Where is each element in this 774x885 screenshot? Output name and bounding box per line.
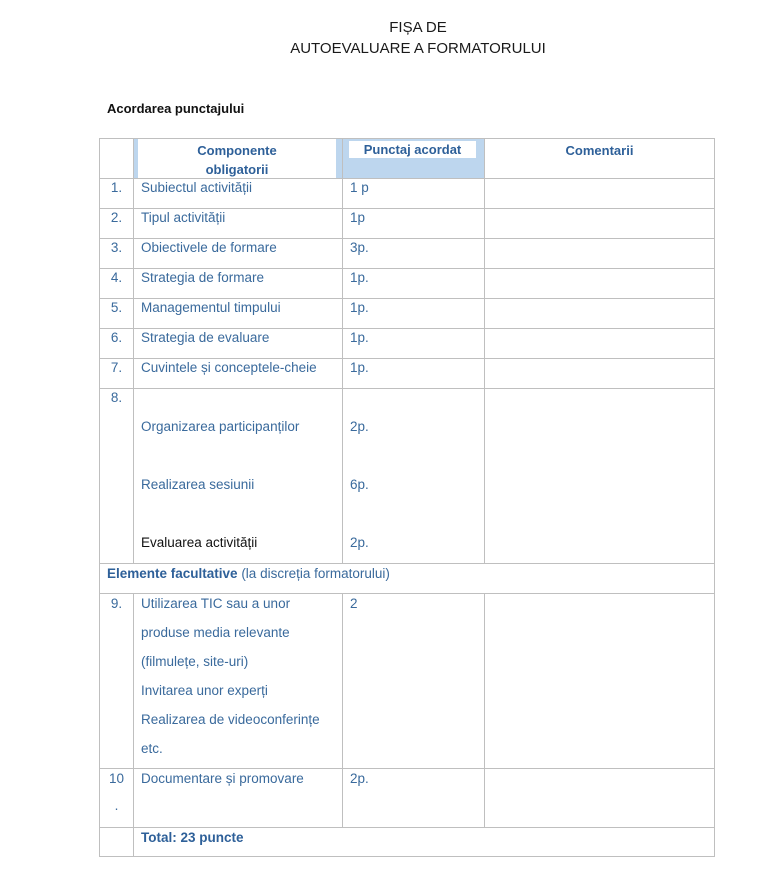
row-9-line: Invitarea unor experți <box>141 683 268 698</box>
row-points: 1p. <box>342 329 484 358</box>
table-bottom-border <box>99 856 715 857</box>
row-9-line: etc. <box>141 741 163 756</box>
table-row <box>99 298 715 328</box>
header-components-line2: obligatorii <box>205 162 269 177</box>
row-comment[interactable] <box>484 389 715 563</box>
row-number: 1. <box>99 179 133 208</box>
table-row <box>99 328 715 358</box>
row-10-number-line2: . <box>114 798 119 813</box>
row-10-number-line1: 10 <box>108 771 125 786</box>
table-row <box>99 268 715 298</box>
total-label: Total: 23 puncte <box>141 830 244 845</box>
row-comment[interactable] <box>484 179 715 208</box>
row-comment[interactable] <box>484 329 715 358</box>
row-number: 7. <box>99 359 133 388</box>
document-title-line2: AUTOEVALUARE A FORMATORULUI <box>290 40 546 57</box>
row-points: 1p <box>342 209 484 238</box>
row-label: Documentare și promovare <box>133 769 342 827</box>
row-8-item-label: Organizarea participanților <box>141 419 300 434</box>
row-8-item-points: 2p. <box>350 535 369 550</box>
row-number: 9. <box>99 594 133 768</box>
header-components-cell <box>133 139 342 178</box>
total-number-cell <box>99 828 133 856</box>
row-9-line: produse media relevante <box>141 625 290 640</box>
row-points: 1p. <box>342 269 484 298</box>
row-label: Tipul activității <box>133 209 342 238</box>
row-number: 3. <box>99 239 133 268</box>
table-row <box>99 358 715 388</box>
table-row-10 <box>99 768 715 827</box>
row-8-points <box>342 389 484 563</box>
row-9-line: (filmulețe, site-uri) <box>141 654 249 669</box>
header-points-cell <box>342 139 484 178</box>
row-number: 6. <box>99 329 133 358</box>
row-comment[interactable] <box>484 359 715 388</box>
row-9-line: Realizarea de videoconferințe <box>141 712 320 727</box>
row-comment[interactable] <box>484 594 715 768</box>
table-header-row <box>99 138 715 178</box>
table-row <box>99 178 715 208</box>
row-comment[interactable] <box>484 269 715 298</box>
total-cell <box>133 828 715 856</box>
row-comment[interactable] <box>484 239 715 268</box>
row-number: 5. <box>99 299 133 328</box>
row-points: 2p. <box>342 769 484 827</box>
row-label: Obiectivele de formare <box>133 239 342 268</box>
row-8-labels <box>133 389 342 563</box>
table-row <box>99 208 715 238</box>
row-points: 1p. <box>342 299 484 328</box>
row-points: 3p. <box>342 239 484 268</box>
document-title-line1: FIȘA DE <box>389 19 447 36</box>
total-row <box>99 827 715 856</box>
optional-section-heading <box>99 564 715 593</box>
row-8-item-points: 6p. <box>350 477 369 492</box>
table-row <box>99 238 715 268</box>
row-points: 1 p <box>342 179 484 208</box>
row-number: 8. <box>99 389 133 563</box>
row-points: 2 <box>342 594 484 768</box>
row-label: Strategia de evaluare <box>133 329 342 358</box>
optional-section-row <box>99 563 715 593</box>
row-8-item-label: Realizarea sesiunii <box>141 477 255 492</box>
header-number-cell <box>99 139 133 178</box>
header-points-label: Punctaj acordat <box>349 141 476 158</box>
row-8-item-label: Evaluarea activității <box>141 535 258 550</box>
row-label: Subiectul activității <box>133 179 342 208</box>
table-row-9 <box>99 593 715 768</box>
row-comment[interactable] <box>484 299 715 328</box>
row-9-labels <box>133 594 342 768</box>
row-comment[interactable] <box>484 769 715 827</box>
row-9-line: Utilizarea TIC sau a unor <box>141 596 291 611</box>
row-label: Managementul timpului <box>133 299 342 328</box>
optional-section-bold: Elemente facultative <box>107 566 238 581</box>
section-heading: Acordarea punctajului <box>107 101 245 116</box>
header-comments-cell: Comentarii <box>484 139 715 178</box>
row-label: Cuvintele și conceptele-cheie <box>133 359 342 388</box>
row-number: 4. <box>99 269 133 298</box>
row-number: 2. <box>99 209 133 238</box>
optional-section-note: (la discreția formatorului) <box>237 566 390 581</box>
row-8-item-points: 2p. <box>350 419 369 434</box>
row-comment[interactable] <box>484 209 715 238</box>
row-points: 1p. <box>342 359 484 388</box>
header-components-line1: Componente <box>197 143 277 158</box>
row-label: Strategia de formare <box>133 269 342 298</box>
row-number <box>99 769 133 827</box>
table-row-8 <box>99 388 715 563</box>
